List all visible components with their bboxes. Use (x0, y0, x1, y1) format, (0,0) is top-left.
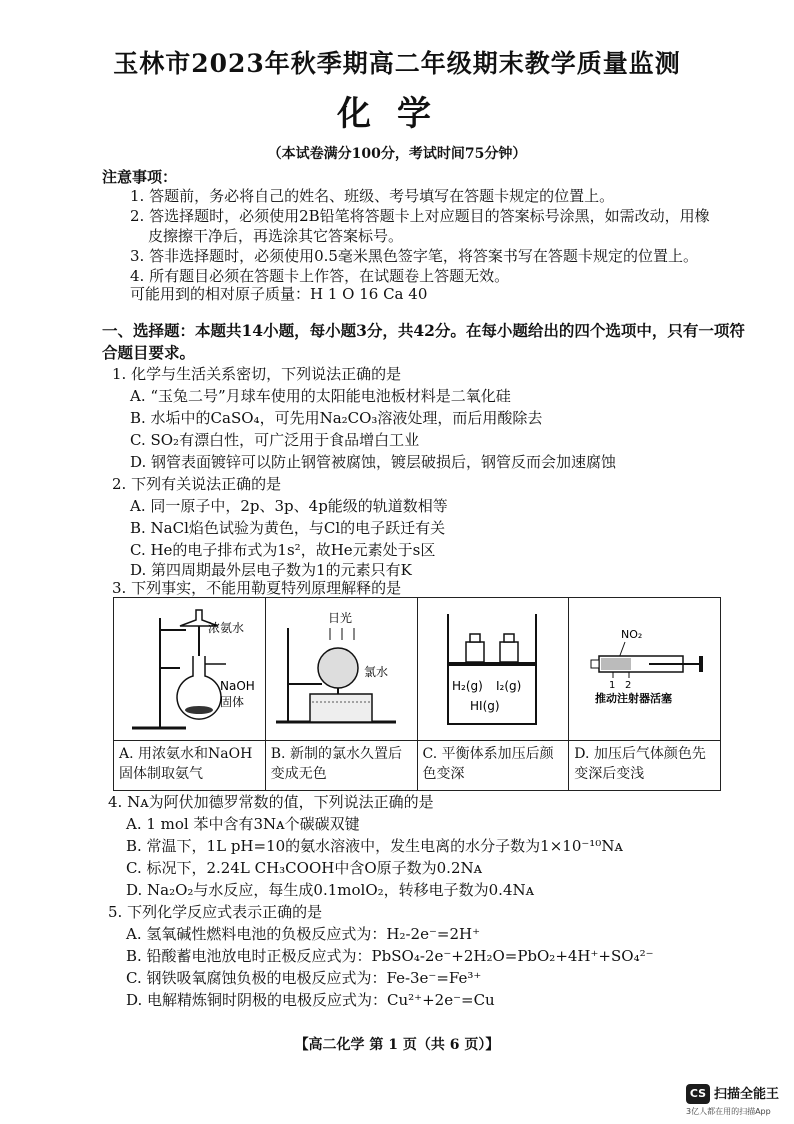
q4-option-d: D. Na₂O₂与水反应，每生成0.1molO₂，转移电子数为0.4Nᴀ (126, 881, 535, 899)
question-2-stem: 2. 下列有关说法正确的是 (112, 475, 282, 493)
fig-d-label-push: 推动注射器活塞 (595, 692, 673, 705)
q2-option-d: D. 第四周期最外层电子数为1的元素只有K (130, 561, 412, 579)
note-item: 2. 答选择题时，必须使用2B铅笔将答题卡上对应题目的答案标号涂黑，如需改动，用橡 (130, 207, 710, 225)
equilibrium-container-figure (418, 598, 568, 736)
section-heading: 一、选择题：本题共14小题，每小题3分，共42分。在每小题给出的四个选项中，只有一项符 (102, 321, 745, 340)
fig-b-label-chlorine-water: 氯水 (363, 665, 388, 679)
q3-cell-d-figure (569, 598, 721, 741)
chlorine-water-figure (266, 598, 416, 736)
fig-d-label-1: 1 (609, 680, 616, 691)
section-heading-cont: 合题目要求。 (102, 343, 196, 362)
q1-option-c: C. SO₂有漂白性，可广泛用于食品增白工业 (130, 431, 420, 449)
q3-cell-a-figure (114, 598, 266, 741)
q3-cell-b-figure (265, 598, 417, 741)
notes-heading: 注意事项： (102, 168, 178, 186)
atomic-mass: 可能用到的相对原子质量：H 1 O 16 Ca 40 (130, 285, 428, 303)
question-4-stem: 4. Nᴀ为阿伏加德罗常数的值，下列说法正确的是 (108, 793, 434, 811)
fig-a-label-naoh: NaOH (220, 679, 255, 693)
fig-b-label-sunlight: 日光 (327, 611, 352, 625)
q2-option-a: A. 同一原子中，2p、3p、4p能级的轨道数相等 (130, 497, 448, 515)
fig-d-label-2: 2 (625, 680, 632, 691)
q3-option-d: D. 加压后气体颜色先变深后变浅 (569, 741, 721, 791)
note-item: 皮擦擦干净后，再选涂其它答案标号。 (148, 227, 404, 245)
q3-option-b: B. 新制的氯水久置后变成无色 (265, 741, 417, 791)
question-1-stem: 1. 化学与生活关系密切，下列说法正确的是 (112, 365, 402, 383)
ammonia-apparatus-figure (114, 598, 264, 736)
q3-cell-c-figure (417, 598, 569, 741)
fig-c-label-h2: H₂(g) (451, 679, 483, 693)
q2-option-c: C. He的电子排布式为1s²，故He元素处于s区 (130, 541, 436, 559)
subject-title: 化学 (337, 94, 457, 134)
scanner-logo-icon: CS (686, 1084, 710, 1104)
q3-option-c: C. 平衡体系加压后颜色变深 (417, 741, 569, 791)
note-item: 1. 答题前，务必将自己的姓名、班级、考号填写在答题卡规定的位置上。 (130, 187, 615, 205)
syringe-figure (569, 598, 719, 736)
q4-option-a: A. 1 mol 苯中含有3Nᴀ个碳碳双键 (126, 815, 360, 833)
q5-option-c: C. 钢铁吸氧腐蚀负极的电极反应式为：Fe-3e⁻=Fe³⁺ (126, 969, 482, 987)
q4-option-b: B. 常温下，1L pH=10的氨水溶液中，发生电离的水分子数为1×10⁻¹⁰Nᴀ (126, 837, 623, 855)
question-3-stem: 3. 下列事实，不能用勒夏特列原理解释的是 (112, 579, 402, 597)
exam-title: 玉林市2023年秋季期高二年级期末教学质量监测 (113, 49, 681, 78)
question-5-stem: 5. 下列化学反应式表示正确的是 (108, 903, 323, 921)
q3-options-table (113, 597, 721, 791)
fig-a-label-solid: 固体 (220, 695, 245, 709)
q5-option-d: D. 电解精炼铜时阴极的电极反应式为：Cu²⁺+2e⁻=Cu (126, 991, 495, 1009)
fig-c-label-i2: I₂(g) (495, 679, 521, 693)
q1-option-d: D. 钢管表面镀锌可以防止钢管被腐蚀，镀层破损后，钢管反而会加速腐蚀 (130, 453, 617, 471)
q2-option-b: B. NaCl焰色试验为黄色，与Cl的电子跃迁有关 (130, 519, 446, 537)
q1-option-b: B. 水垢中的CaSO₄，可先用Na₂CO₃溶液处理，而后用酸除去 (130, 409, 543, 427)
q3-option-a: A. 用浓氨水和NaOH固体制取氨气 (114, 741, 266, 791)
page-footer: 【高二化学 第 1 页（共 6 页）】 (294, 1037, 500, 1053)
q5-option-a: A. 氢氧碱性燃料电池的负极反应式为：H₂-2e⁻=2H⁺ (126, 925, 480, 943)
q5-option-b: B. 铅酸蓄电池放电时正极反应式为：PbSO₄-2e⁻+2H₂O=PbO₂+4H⁺+SO₄²⁻ (126, 947, 654, 965)
fig-a-label-ammonia: 浓氨水 (208, 621, 245, 635)
fig-c-label-hi: HI(g) (469, 699, 500, 713)
q1-option-a: A. “玉兔二号”月球车使用的太阳能电池板材料是二氧化硅 (130, 387, 511, 405)
fig-d-label-no2: NO₂ (621, 628, 643, 641)
exam-info: （本试卷满分100分，考试时间75分钟） (267, 146, 527, 162)
scanner-tagline: 3亿人都在用的扫描App (686, 1107, 771, 1116)
note-item: 3. 答非选择题时，必须使用0.5毫米黑色签字笔，将答案书写在答题卡规定的位置上。 (130, 247, 698, 265)
q4-option-c: C. 标况下，2.24L CH₃COOH中含O原子数为0.2Nᴀ (126, 859, 483, 877)
scanner-app-name: 扫描全能王 (714, 1087, 780, 1102)
note-item: 4. 所有题目必须在答题卡上作答，在试题卷上答题无效。 (130, 267, 510, 285)
